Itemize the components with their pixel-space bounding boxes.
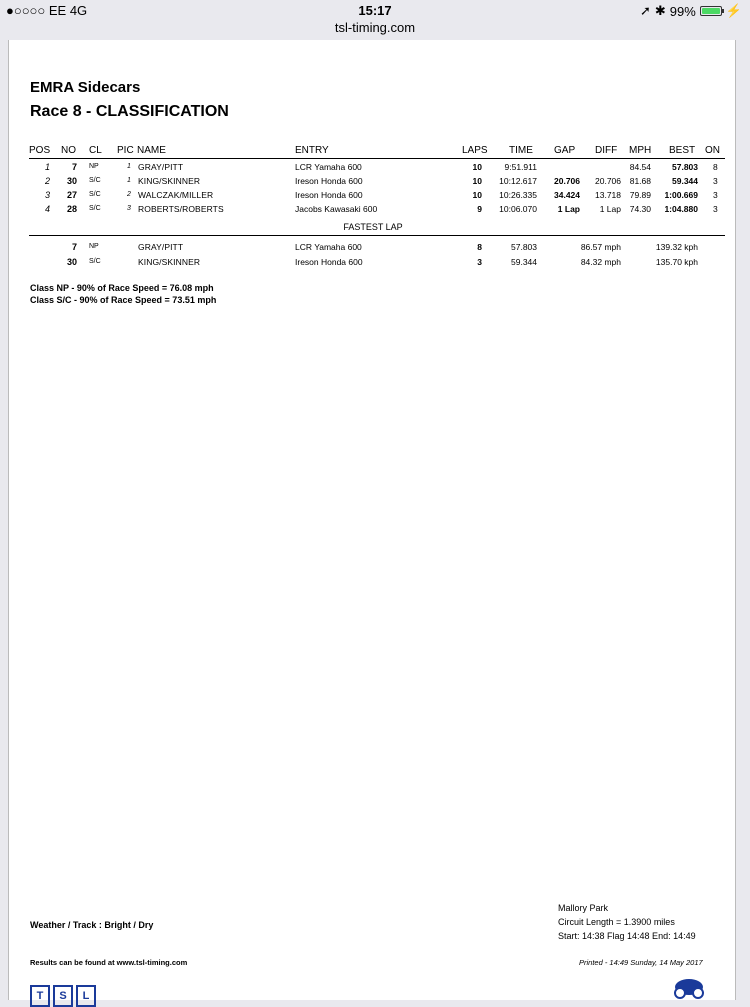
row-cl: S/C (89, 177, 101, 184)
row-pic: 3 (127, 205, 131, 212)
row-name: KING/SKINNER (138, 176, 201, 186)
fl-kph: 139.32 kph (655, 242, 698, 252)
row-best: 1:00.669 (664, 190, 698, 200)
printed-timestamp: Printed - 14:49 Sunday, 14 May 2017 (579, 958, 703, 967)
row-cl: NP (89, 163, 99, 170)
row-on: 8 (713, 162, 718, 172)
logo-letter: T (30, 985, 50, 1007)
circuit-length: Circuit Length = 1.3900 miles (558, 917, 675, 927)
document-page (8, 40, 736, 1000)
fl-no: 7 (71, 242, 77, 252)
row-entry: Ireson Honda 600 (295, 176, 363, 186)
logo-letter: S (53, 985, 73, 1007)
col-time: TIME (509, 145, 533, 156)
col-best: BEST (669, 145, 696, 156)
carrier-signal: ●○○○○ EE 4G (6, 3, 88, 18)
row-name: ROBERTS/ROBERTS (138, 204, 224, 214)
url-bar[interactable]: tsl-timing.com (334, 20, 416, 35)
row-gap: 1 Lap (557, 204, 580, 214)
fl-name: GRAY/PITT (138, 242, 184, 252)
row-laps: 10 (472, 176, 482, 186)
row-entry: Jacobs Kawasaki 600 (295, 204, 378, 214)
col-entry: ENTRY (295, 145, 329, 156)
fastest-lap-rule (29, 235, 725, 236)
fastest-lap-title: FASTEST LAP (343, 222, 403, 232)
fl-no: 30 (66, 257, 77, 267)
results-url[interactable]: Results can be found at www.tsl-timing.com (30, 958, 188, 967)
row-time: 9:51.911 (504, 162, 537, 172)
location-icon: ➚ (639, 3, 651, 18)
row-best: 57.803 (672, 162, 698, 172)
bluetooth-icon: ✱ (654, 3, 666, 18)
row-best: 1:04.880 (664, 204, 698, 214)
row-diff: 20.706 (595, 176, 621, 186)
row-entry: Ireson Honda 600 (295, 190, 363, 200)
logo-letter: L (76, 985, 96, 1007)
series-title: EMRA Sidecars (30, 79, 141, 96)
row-time: 10:06.070 (499, 204, 537, 214)
fl-time: 57.803 (511, 242, 537, 252)
status-time: 15:17 (358, 3, 392, 18)
fl-entry: LCR Yamaha 600 (295, 242, 362, 252)
battery-percent: 99% (669, 3, 696, 19)
fl-entry: Ireson Honda 600 (295, 257, 363, 267)
col-name: NAME (137, 145, 166, 156)
col-gap: GAP (554, 145, 576, 156)
fl-lap: 3 (477, 257, 482, 267)
fl-cl: NP (89, 243, 99, 250)
tsl-logo (30, 985, 96, 1007)
row-laps: 9 (477, 204, 482, 214)
row-pos: 4 (45, 204, 51, 214)
row-best: 59.344 (672, 176, 698, 186)
row-diff: 13.718 (595, 190, 621, 200)
row-gap: 34.424 (554, 190, 580, 200)
row-cl: S/C (89, 205, 101, 212)
row-pic: 2 (127, 191, 131, 198)
row-pos: 2 (45, 176, 51, 186)
row-on: 3 (713, 176, 718, 186)
row-time: 10:26.335 (499, 190, 537, 200)
row-gap: 20.706 (554, 176, 580, 186)
fl-name: KING/SKINNER (138, 257, 201, 267)
col-diff: DIFF (595, 145, 618, 156)
fl-mph: 86.57 mph (580, 242, 621, 252)
row-diff: 1 Lap (599, 204, 621, 214)
row-cl: S/C (89, 191, 101, 198)
row-mph: 81.68 (629, 176, 651, 186)
col-cl: CL (89, 145, 102, 156)
col-pic: PIC (117, 145, 134, 156)
row-mph: 84.54 (629, 162, 651, 172)
race-times: Start: 14:38 Flag 14:48 End: 14:49 (558, 931, 696, 941)
row-name: WALCZAK/MILLER (138, 190, 214, 200)
fl-kph: 135.70 kph (655, 257, 698, 267)
row-mph: 79.89 (629, 190, 651, 200)
row-on: 3 (713, 204, 718, 214)
row-pic: 1 (127, 177, 131, 184)
col-mph: MPH (629, 145, 652, 156)
fl-time: 59.344 (511, 257, 537, 267)
fl-mph: 84.32 mph (580, 257, 621, 267)
circuit-name: Mallory Park (558, 903, 609, 913)
class-note: Class NP - 90% of Race Speed = 76.08 mph (30, 283, 214, 293)
row-on: 3 (713, 190, 718, 200)
motorbike-logo-icon (671, 975, 707, 999)
row-laps: 10 (472, 162, 482, 172)
col-laps: LAPS (462, 145, 488, 156)
charging-icon: ⚡ (725, 3, 742, 18)
row-pos: 1 (45, 162, 51, 172)
fl-cl: S/C (89, 258, 101, 265)
col-pos: POS (29, 145, 51, 156)
col-no: NO (61, 145, 76, 156)
fl-lap: 8 (477, 242, 482, 252)
battery-icon (700, 6, 722, 16)
header-rule (29, 158, 725, 159)
row-no: 27 (66, 190, 77, 200)
class-note: Class S/C - 90% of Race Speed = 73.51 mph (30, 295, 217, 305)
status-right (640, 3, 742, 19)
row-no: 7 (71, 162, 77, 172)
col-on: ON (705, 145, 720, 156)
row-name: GRAY/PITT (138, 162, 184, 172)
race-title: Race 8 - CLASSIFICATION (30, 103, 229, 120)
row-time: 10:12.617 (499, 176, 537, 186)
status-bar (0, 0, 750, 20)
row-entry: LCR Yamaha 600 (295, 162, 362, 172)
row-no: 28 (66, 204, 77, 214)
row-pic: 1 (127, 163, 131, 170)
row-laps: 10 (472, 190, 482, 200)
weather-info: Weather / Track : Bright / Dry (30, 920, 154, 930)
row-mph: 74.30 (629, 204, 651, 214)
row-pos: 3 (45, 190, 51, 200)
row-no: 30 (66, 176, 77, 186)
